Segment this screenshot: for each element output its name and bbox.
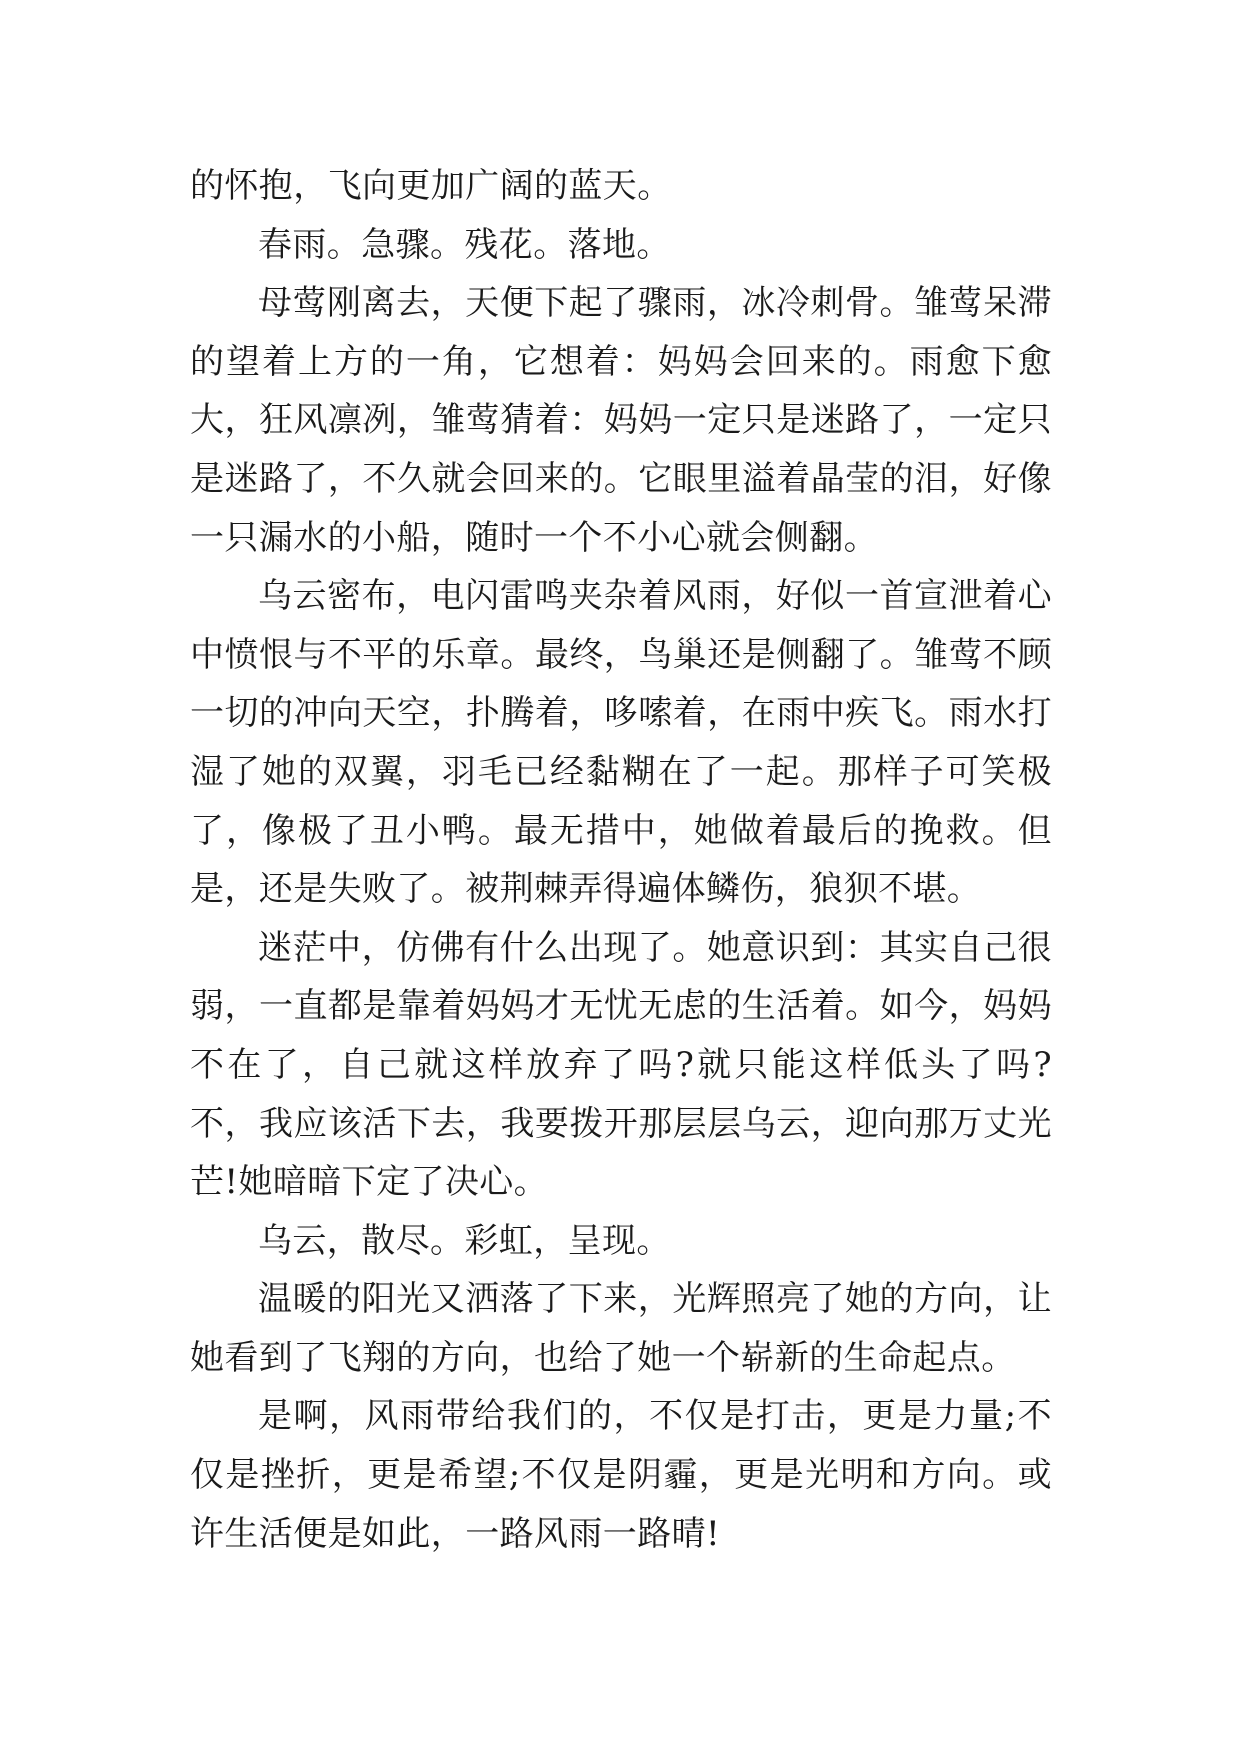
paragraph-continued: 的怀抱，飞向更加广阔的蓝天。 (190, 166, 672, 206)
paragraph-mother-leaves: 母莺刚离去，天便下起了骤雨，冰冷刺骨。雏莺呆滞的望着上方的一角，它想着：妈妈会回来的。雨愈下愈大，狂风凛冽，雏莺猜着：妈妈一定只是迷路了，一定只是迷路了，不久就会回来的。它眼里溢着晶莹的泪，好像一只漏水的小船，随时一个不小心就会侧翻。 (190, 283, 1052, 558)
document-body (190, 157, 1052, 1563)
paragraph-realization: 迷茫中，仿佛有什么出现了。她意识到：其实自己很弱，一直都是靠着妈妈才无忧无虑的生活着。如今，妈妈不在了，自己就这样放弃了吗?就只能这样低头了吗?不，我应该活下去，我要拨开那层层乌云，迎向那万丈光芒!她暗暗下定了决心。 (190, 927, 1052, 1203)
paragraph-conclusion: 是啊，风雨带给我们的，不仅是打击，更是力量;不仅是挫折，更是希望;不仅是阴霾，更是光明和方向。或许生活便是如此，一路风雨一路晴! (190, 1396, 1052, 1554)
paragraph-rainbow: 乌云，散尽。彩虹，呈现。 (258, 1220, 671, 1261)
paragraph-spring-rain: 春雨。急骤。残花。落地。 (258, 224, 671, 265)
paragraph-sunlight: 温暖的阳光又洒落了下来，光辉照亮了她的方向，让她看到了飞翔的方向，也给了她一个崭新的生命起点。 (190, 1279, 1052, 1378)
paragraph-storm: 乌云密布，电闪雷鸣夹杂着风雨，好似一首宣泄着心中愤恨与不平的乐章。最终，鸟巢还是侧翻了。雏莺不顾一切的冲向天空，扑腾着，哆嗦着，在雨中疾飞。雨水打湿了她的双翼，羽毛已经黏糊在了一起。那样子可笑极了，像极了丑小鸭。最无措中，她做着最后的挽救。但是，还是失败了。被荆棘弄得遍体鳞伤，狼狈不堪。 (190, 576, 1052, 910)
